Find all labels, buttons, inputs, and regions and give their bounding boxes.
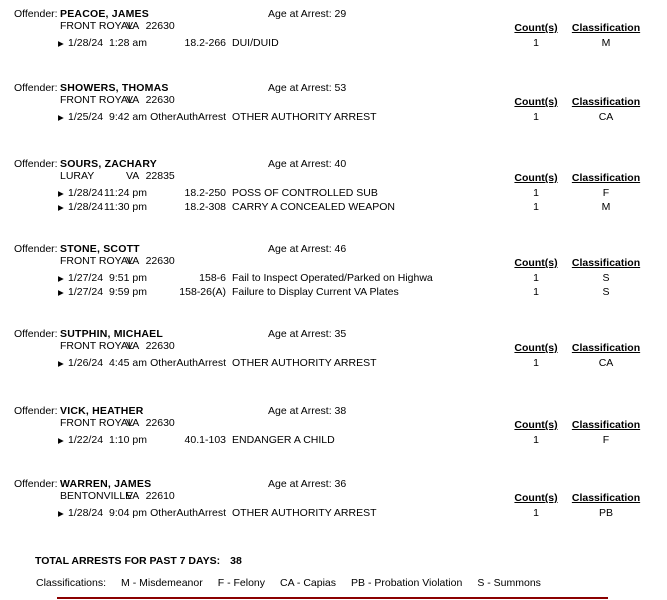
charge-code: 40.1-103 (184, 434, 226, 446)
age-at-arrest (268, 82, 346, 95)
offender-record (0, 243, 667, 303)
age-label: Age at Arrest: (268, 405, 332, 417)
charge-marker-icon: ▶ (58, 203, 64, 212)
offender-city: LURAY (60, 170, 95, 182)
arrest-date: 1/28/24 (68, 507, 104, 519)
charge-description: OTHER AUTHORITY ARREST (232, 111, 377, 123)
offender-name: VICK, HEATHER (60, 405, 144, 417)
classification-column-header: Classification (571, 419, 641, 431)
charge-description: Failure to Display Current VA Plates (232, 286, 399, 298)
total-arrests-line (35, 555, 242, 568)
charge-classification: S (602, 272, 610, 284)
charge-code: 18.2-266 (184, 37, 226, 49)
offender-label: Offender: (14, 405, 58, 417)
age-at-arrest (268, 405, 346, 418)
arrest-time: 9:42 am (109, 111, 147, 123)
arrest-date: 1/25/24 (68, 111, 104, 123)
age-value: 35 (334, 328, 347, 340)
age-label: Age at Arrest: (268, 243, 332, 255)
charge-marker-icon: ▶ (58, 509, 64, 518)
legend-item: CA - Capias (280, 577, 337, 589)
charge-row (0, 111, 667, 124)
charge-code: OtherAuthArrest (150, 111, 226, 123)
offender-label: Offender: (14, 158, 58, 170)
charge-code: 18.2-250 (184, 187, 226, 199)
counts-column-header: Count(s) (514, 96, 558, 108)
offender-name: STONE, SCOTT (60, 243, 140, 255)
charge-marker-icon: ▶ (58, 359, 64, 368)
classification-column-header: Classification (571, 96, 641, 108)
charge-marker-icon: ▶ (58, 436, 64, 445)
counts-column-header: Count(s) (514, 342, 558, 354)
charge-code: OtherAuthArrest (150, 507, 226, 519)
charge-marker-icon: ▶ (58, 274, 64, 283)
offender-record (0, 478, 667, 538)
arrest-date: 1/22/24 (68, 434, 104, 446)
arrest-time: 9:59 pm (109, 286, 147, 298)
classification-column-header: Classification (571, 172, 641, 184)
charge-classification: M (601, 37, 611, 49)
offender-label: Offender: (14, 328, 58, 340)
offender-state-zip: VA 22835 (126, 170, 175, 182)
offender-name: SOURS, ZACHARY (60, 158, 157, 170)
charge-description: OTHER AUTHORITY ARREST (232, 357, 377, 369)
arrest-time: 11:24 pm (104, 187, 147, 199)
classification-column-header: Classification (571, 492, 641, 504)
charge-description: ENDANGER A CHILD (232, 434, 335, 446)
offender-record (0, 82, 667, 142)
charge-code: 158-6 (199, 272, 226, 284)
age-at-arrest (268, 328, 346, 341)
arrest-time: 9:51 pm (109, 272, 147, 284)
legend-item: F - Felony (217, 577, 265, 589)
offender-name: WARREN, JAMES (60, 478, 152, 490)
offender-state-zip: VA 22630 (126, 340, 175, 352)
counts-column-header: Count(s) (514, 257, 558, 269)
offender-record (0, 8, 667, 68)
charge-description: CARRY A CONCEALED WEAPON (232, 201, 395, 213)
offender-city: FRONT ROYAL (60, 417, 134, 429)
charge-classification: F (602, 187, 610, 199)
offender-state-zip: VA 22630 (126, 417, 175, 429)
offender-name: SUTPHIN, MICHAEL (60, 328, 163, 340)
age-label: Age at Arrest: (268, 8, 332, 20)
charge-classification: CA (598, 357, 614, 369)
offender-record (0, 405, 667, 465)
charge-code: OtherAuthArrest (150, 357, 226, 369)
charge-row (0, 357, 667, 370)
charge-marker-icon: ▶ (58, 113, 64, 122)
age-label: Age at Arrest: (268, 328, 332, 340)
classification-column-header: Classification (571, 342, 641, 354)
charge-count: 1 (533, 286, 539, 298)
charge-count: 1 (533, 434, 539, 446)
counts-column-header: Count(s) (514, 492, 558, 504)
legend-item: M - Misdemeanor (121, 577, 203, 589)
counts-column-header: Count(s) (514, 419, 558, 431)
offender-state-zip: VA 22610 (126, 490, 175, 502)
charge-classification: CA (598, 111, 614, 123)
arrest-time: 11:30 pm (104, 201, 147, 213)
age-at-arrest (268, 478, 346, 491)
charge-count: 1 (533, 111, 539, 123)
arrest-time: 1:10 pm (109, 434, 147, 446)
arrest-date: 1/28/24 (68, 187, 104, 199)
charge-marker-icon: ▶ (58, 39, 64, 48)
offender-label: Offender: (14, 243, 58, 255)
offender-city: FRONT ROYAL (60, 340, 134, 352)
charge-classification: F (602, 434, 610, 446)
charge-classification: M (601, 201, 611, 213)
charge-row (0, 187, 667, 200)
age-label: Age at Arrest: (268, 82, 332, 94)
legend-item: PB - Probation Violation (351, 577, 463, 589)
offender-label: Offender: (14, 8, 58, 20)
age-label: Age at Arrest: (268, 158, 332, 170)
charge-row (0, 507, 667, 520)
offender-city: FRONT ROYAL (60, 20, 134, 32)
charge-marker-icon: ▶ (58, 288, 64, 297)
offender-label: Offender: (14, 478, 58, 490)
offender-label: Offender: (14, 82, 58, 94)
offender-record (0, 158, 667, 218)
charge-row (0, 272, 667, 285)
age-value: 53 (334, 82, 347, 94)
charge-marker-icon: ▶ (58, 189, 64, 198)
classification-column-header: Classification (571, 257, 641, 269)
total-arrests-label: TOTAL ARRESTS FOR PAST 7 DAYS: (35, 555, 221, 567)
classifications-legend (36, 577, 541, 590)
offender-state-zip: VA 22630 (126, 94, 175, 106)
counts-column-header: Count(s) (514, 172, 558, 184)
charge-classification: PB (598, 507, 613, 519)
legend-label: Classifications: (36, 577, 107, 589)
offender-city: FRONT ROYAL (60, 255, 134, 267)
counts-column-header: Count(s) (514, 22, 558, 34)
charge-classification: S (602, 286, 610, 298)
age-at-arrest (268, 8, 346, 21)
offender-name: SHOWERS, THOMAS (60, 82, 169, 94)
arrest-time: 1:28 am (109, 37, 147, 49)
charge-count: 1 (533, 187, 539, 199)
offender-record (0, 328, 667, 388)
charge-code: 158-26(A) (179, 286, 226, 298)
charge-count: 1 (533, 37, 539, 49)
age-at-arrest (268, 243, 346, 256)
offender-city: BENTONVILLE (60, 490, 133, 502)
charge-count: 1 (533, 201, 539, 213)
age-value: 36 (334, 478, 347, 490)
age-value: 40 (334, 158, 347, 170)
arrest-time: 4:45 am (109, 357, 147, 369)
arrest-time: 9:04 pm (109, 507, 147, 519)
offender-city: FRONT ROYAL (60, 94, 134, 106)
total-arrests-value: 38 (230, 555, 242, 567)
charge-description: POSS OF CONTROLLED SUB (232, 187, 378, 199)
arrest-date: 1/28/24 (68, 37, 104, 49)
charge-row (0, 286, 667, 299)
arrest-date: 1/28/24 (68, 201, 104, 213)
age-value: 46 (334, 243, 347, 255)
offender-name: PEACOE, JAMES (60, 8, 149, 20)
arrest-date: 1/27/24 (68, 272, 104, 284)
arrest-date: 1/27/24 (68, 286, 104, 298)
age-value: 38 (334, 405, 347, 417)
offender-state-zip: VA 22630 (126, 255, 175, 267)
legend-item: S - Summons (477, 577, 541, 589)
bottom-divider-rule (57, 597, 608, 599)
charge-count: 1 (533, 272, 539, 284)
charge-count: 1 (533, 357, 539, 369)
charge-description: Fail to Inspect Operated/Parked on Highwa (232, 272, 433, 284)
age-value: 29 (334, 8, 347, 20)
offender-state-zip: VA 22630 (126, 20, 175, 32)
classification-column-header: Classification (571, 22, 641, 34)
charge-description: OTHER AUTHORITY ARREST (232, 507, 377, 519)
age-label: Age at Arrest: (268, 478, 332, 490)
arrest-date: 1/26/24 (68, 357, 104, 369)
charge-count: 1 (533, 507, 539, 519)
age-at-arrest (268, 158, 346, 171)
charge-row (0, 434, 667, 447)
charge-code: 18.2-308 (184, 201, 226, 213)
charge-description: DUI/DUID (232, 37, 279, 49)
charge-row (0, 37, 667, 50)
charge-row (0, 201, 667, 214)
